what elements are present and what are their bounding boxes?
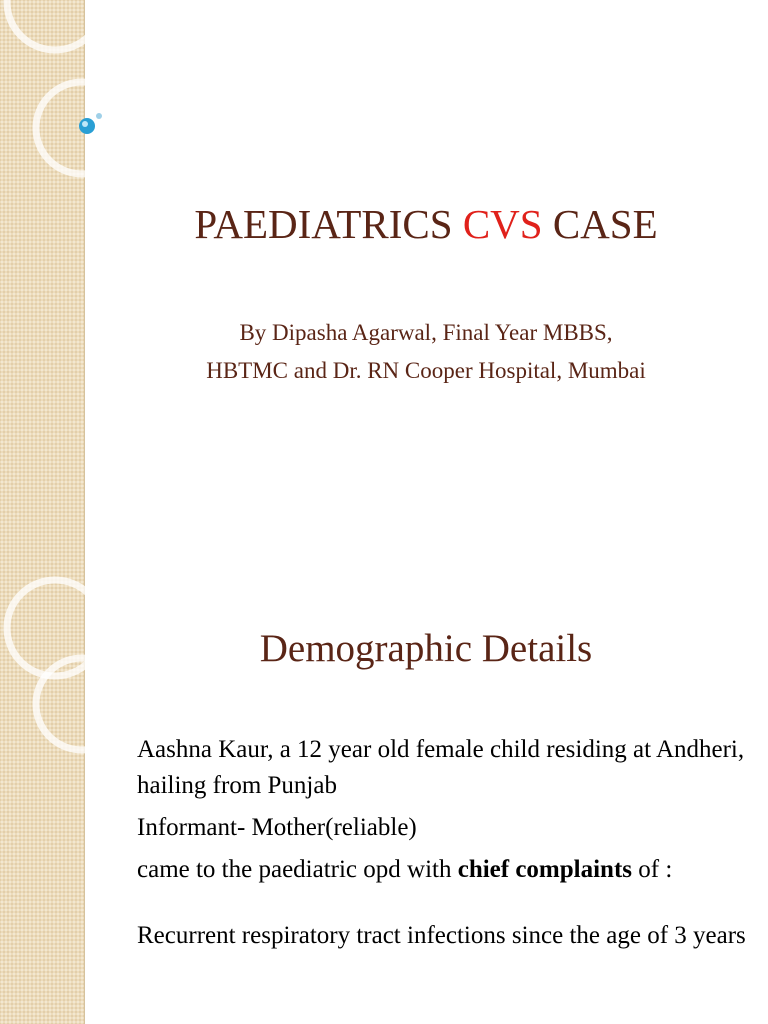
title-main: PAEDIATRICS: [194, 201, 453, 247]
paragraph-patient: Aashna Kaur, a 12 year old female child residing at Andheri, hailing from Punjab: [137, 736, 745, 799]
title-end: CASE: [552, 201, 658, 247]
title-accent: CVS: [462, 201, 543, 247]
slide-subtitle: [84, 314, 768, 390]
decorative-arcs-icon: [0, 0, 130, 576]
paragraph-informant: Informant- Mother(reliable): [137, 814, 417, 841]
paragraph-respiratory: Recurrent respiratory tract infections since the age of 3 years: [137, 922, 746, 949]
complaints-pre: came to the paediatric opd with: [137, 856, 452, 883]
slide-title: [84, 200, 768, 248]
decorative-side-band: [0, 576, 85, 1024]
complaints-bold: chief complaints: [457, 856, 633, 883]
content-slide: [0, 576, 768, 1024]
slide-heading: Demographic Details: [259, 627, 593, 670]
paragraph-complaints: [137, 852, 748, 888]
subtitle-line-2: HBTMC and Dr. RN Cooper Hospital, Mumbai: [206, 358, 646, 383]
decorative-side-band: [0, 0, 85, 576]
complaints-post: of :: [638, 856, 673, 883]
slide-body: [137, 732, 748, 960]
subtitle-line-1: By Dipasha Agarwal, Final Year MBBS,: [239, 320, 613, 345]
